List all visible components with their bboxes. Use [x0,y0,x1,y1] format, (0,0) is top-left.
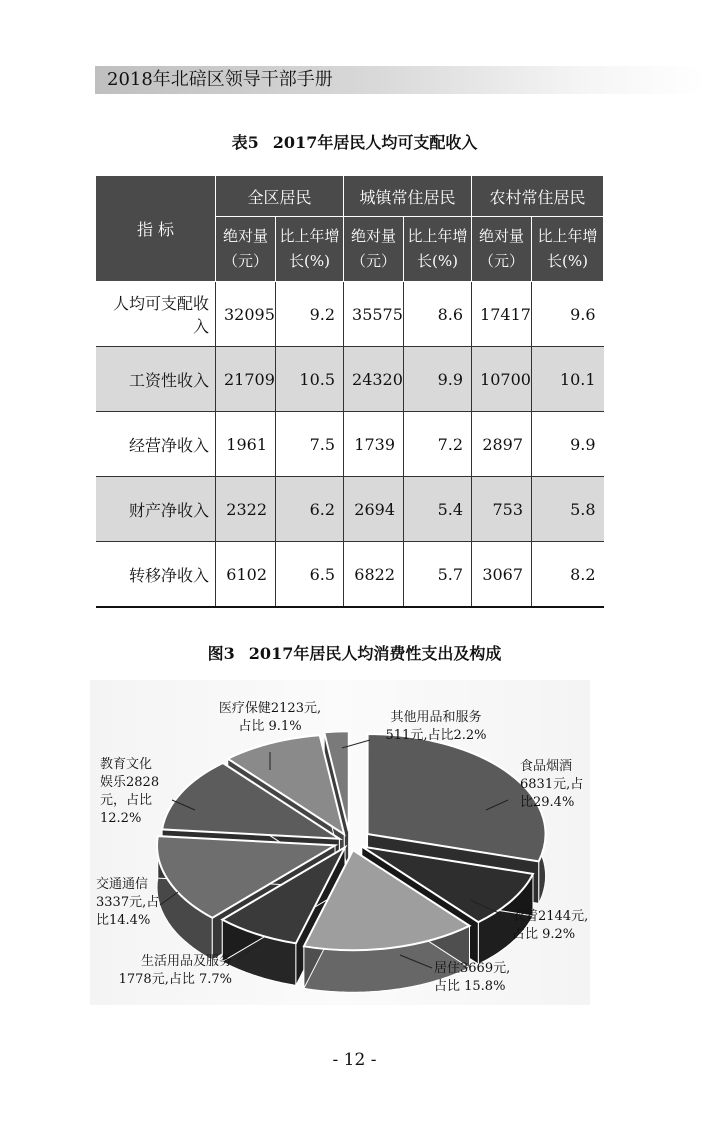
cell: 3067 [472,542,532,608]
group-header: 城镇常住居民 [344,176,472,217]
row-header-cell: 指 标 [96,176,216,282]
cell: 8.6 [404,282,472,347]
cell: 17417 [472,282,532,347]
cell: 2322 [216,477,276,542]
cell: 6.5 [276,542,344,608]
figure-caption-number: 图3 [207,644,235,663]
table-caption-title: 2017年居民人均可支配收入 [272,133,478,152]
cell: 5.7 [404,542,472,608]
sub-header-growth: 比上年增长(%) [404,217,472,282]
row-label: 经营净收入 [96,412,216,477]
pie-label-6: 教育文化娱乐2828 元，占比 12.2% [100,757,160,826]
cell: 5.8 [532,477,604,542]
cell: 10.1 [532,347,604,412]
cell: 9.9 [404,347,472,412]
row-label: 财产净收入 [96,477,216,542]
sub-header-growth: 比上年增长(%) [276,217,344,282]
cell: 10700 [472,347,532,412]
cell: 2694 [344,477,404,542]
cell: 2897 [472,412,532,477]
cell: 8.2 [570,564,596,584]
cell: 7.5 [276,412,344,477]
cell: 6822 [344,542,404,608]
pie-label-2: 衣着2144元,占比 9.2% [512,909,589,942]
pie-label-7: 医疗保健2123元,占比 9.1% [218,701,322,734]
cell: 10.5 [276,347,344,412]
cell: 32095 [216,282,276,347]
cell: 9.6 [570,304,596,324]
cell: 6102 [216,542,276,608]
sub-header-absolute: 绝对量（元） [216,217,276,282]
page-number: - 12 - [332,1050,377,1070]
cell: 21709 [216,347,276,412]
cell: 1961 [216,412,276,477]
table-caption-number: 表5 [231,133,259,152]
cell: 24320 [344,347,404,412]
pie-label-5: 交通通信 3337元,占比14.4% [96,877,160,928]
group-header: 全区居民 [216,176,344,217]
sub-header-absolute: 绝对量（元） [472,217,532,282]
cell: 35575 [344,282,404,347]
pie-label-3: 居住3669元,占比 15.8% [434,961,511,994]
cell: 1739 [344,412,404,477]
row-label: 人均可支配收入 [96,282,216,347]
row-label: 转移净收入 [96,542,216,608]
sub-header-absolute: 绝对量（元） [344,217,404,282]
pie-label-1: 食品烟酒 6831元,占比29.4% [520,759,584,810]
running-header: 2018年北碚区领导干部手册 [107,69,333,90]
cell: 753 [472,477,532,542]
pie-label-4: 生活用品及服务 1778元,占比 7.7% [118,954,232,987]
sub-header-growth: 比上年增长(%) [532,217,604,282]
pie-label-8: 其他用品和服务 511元,占比2.2% [385,710,487,743]
cell: 5.4 [404,477,472,542]
group-header: 农村常住居民 [472,176,604,217]
row-label: 工资性收入 [96,347,216,412]
figure-caption-title: 2017年居民人均消费性支出及构成 [248,644,502,663]
cell: 6.2 [276,477,344,542]
cell: 9.9 [570,434,596,454]
cell: 7.2 [404,412,472,477]
cell: 9.2 [276,282,344,347]
